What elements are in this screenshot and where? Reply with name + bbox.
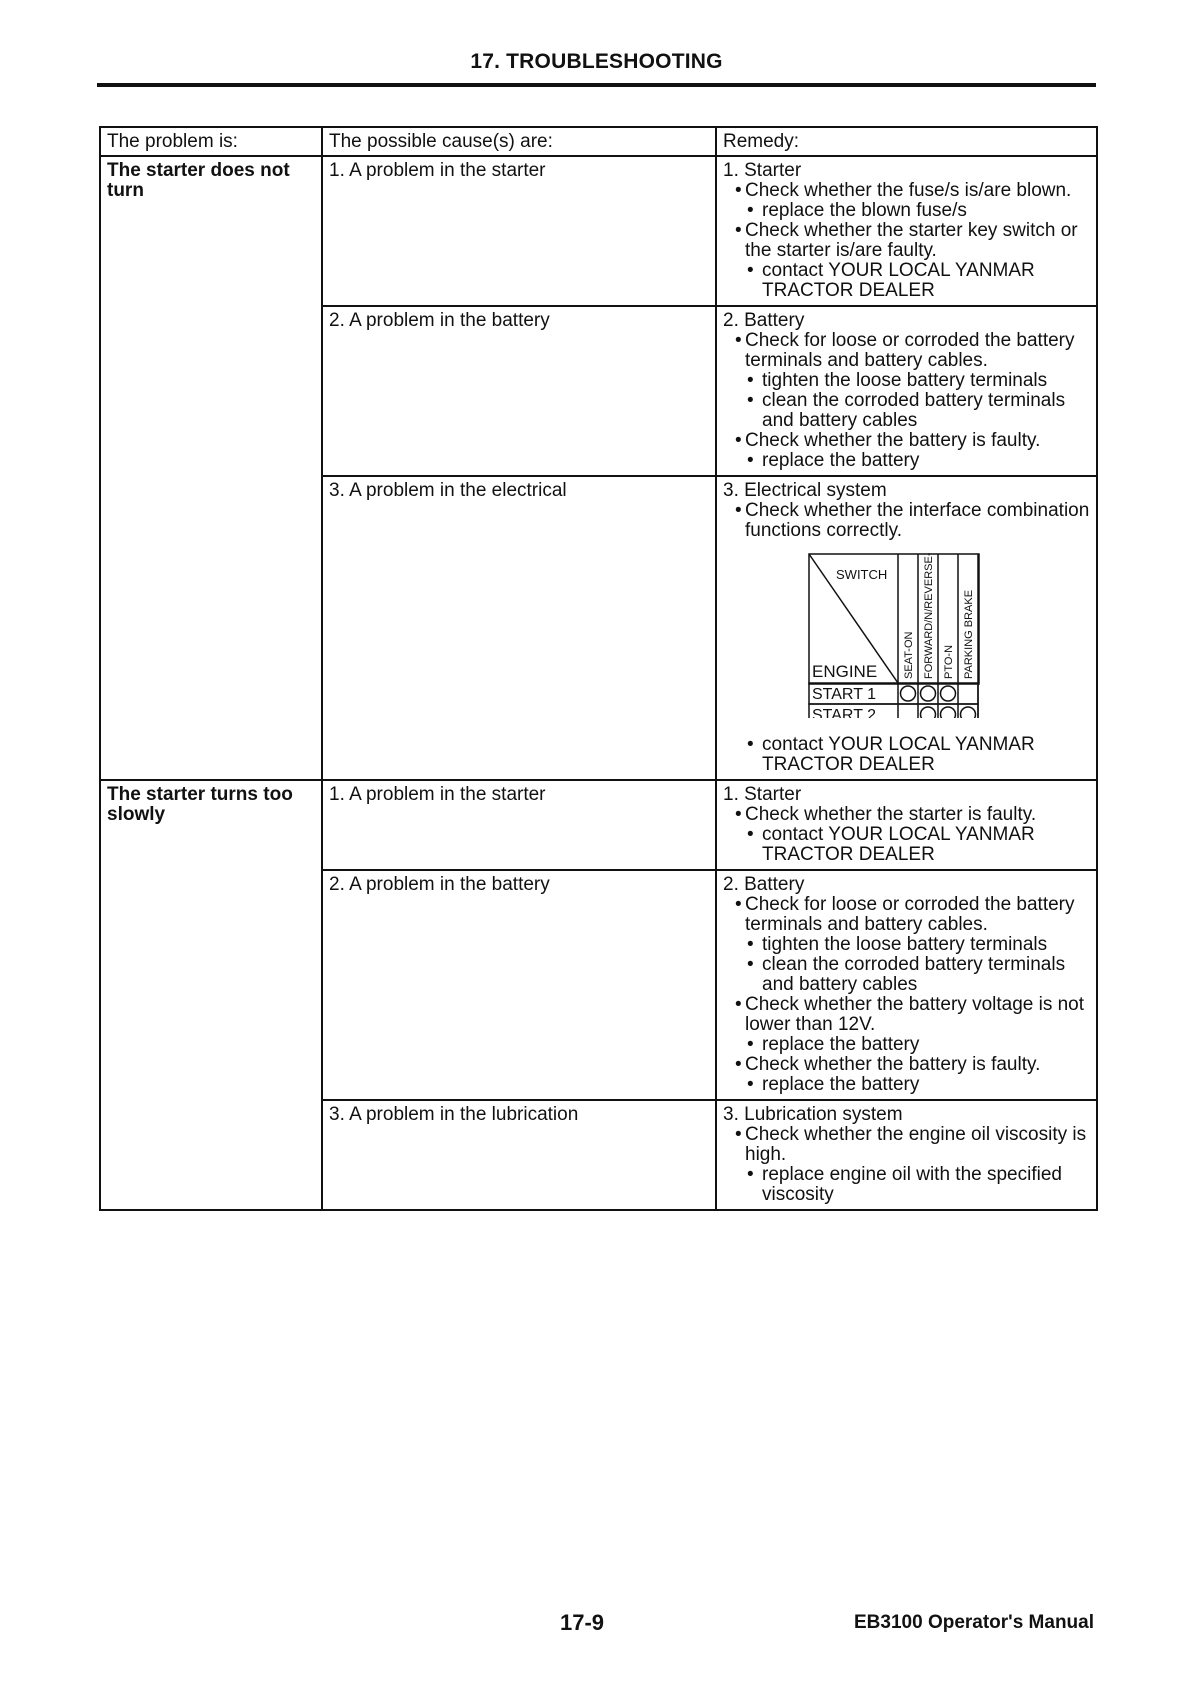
remedy-check: • Check for loose or corroded the battery terminals and battery cables.: [723, 331, 1090, 371]
remedy-action: • tighten the loose battery terminals: [723, 935, 1090, 955]
matrix-col-label: PTO-N: [943, 644, 955, 679]
remedy-check: • Check for loose or corroded the battery terminals and battery cables.: [723, 895, 1090, 935]
column-header-remedy: Remedy:: [716, 127, 1097, 156]
interlock-matrix-chart: [808, 553, 983, 718]
remedy-action: • replace the battery: [723, 1075, 1090, 1095]
matrix-mark-circle: [921, 707, 936, 718]
matrix-corner-engine: ENGINE: [812, 662, 878, 681]
manual-title: EB3100 Operator's Manual: [854, 1612, 1094, 1633]
problem-cell: The starter turns too slowly: [100, 780, 322, 1210]
remedy-title: 3. Lubrication system: [723, 1104, 903, 1125]
matrix-col-label: SEAT-ON: [903, 631, 915, 679]
header-rule: [97, 83, 1096, 87]
remedy-action: • replace the blown fuse/s: [723, 201, 1090, 221]
matrix-mark-circle: [921, 686, 936, 701]
matrix-mark-circle: [941, 686, 956, 701]
remedy-action: • clean the corroded battery terminals and battery cables: [723, 955, 1090, 995]
remedy-cell: [716, 476, 1097, 780]
cause-cell: 1. A problem in the starter: [322, 156, 716, 306]
table-row: [100, 780, 1097, 870]
remedy-title: 1. Starter: [723, 784, 802, 805]
matrix-mark-circle: [901, 686, 916, 701]
cause-cell: 2. A problem in the battery: [322, 306, 716, 476]
matrix-corner-switch: SWITCH: [836, 567, 888, 582]
cause-cell: 3. A problem in the lubrication: [322, 1100, 716, 1210]
remedy-check: • Check whether the engine oil viscosity is high.: [723, 1125, 1090, 1165]
remedy-check: • Check whether the battery voltage is not lower than 12V.: [723, 995, 1090, 1035]
remedy-action: • replace the battery: [723, 1035, 1090, 1055]
cause-cell: 2. A problem in the battery: [322, 870, 716, 1100]
remedy-title: 3. Electrical system: [723, 480, 887, 501]
remedy-check: • Check whether the interface combination functions correctly.: [723, 501, 1090, 541]
table-header-row: [100, 127, 1097, 156]
column-header-problem: The problem is:: [100, 127, 322, 156]
remedy-check: • Check whether the battery is faulty.: [723, 431, 1090, 451]
remedy-cell: [716, 156, 1097, 306]
troubleshooting-table: [99, 126, 1098, 1211]
page-number: 17-9: [560, 1610, 605, 1635]
remedy-title: 2. Battery: [723, 874, 805, 895]
matrix-col-label: FORWARD/N/REVERSE-N: [923, 553, 935, 679]
remedy-title: 1. Starter: [723, 160, 802, 181]
remedy-check: • Check whether the starter is faulty.: [723, 805, 1090, 825]
problem-cell: The starter does not turn: [100, 156, 322, 780]
remedy-check: • Check whether the starter key switch or the starter is/are faulty.: [723, 221, 1090, 261]
remedy-action: • contact YOUR LOCAL YANMAR TRACTOR DEALER: [723, 825, 1090, 865]
remedy-cell: [716, 306, 1097, 476]
table-row: [100, 156, 1097, 306]
remedy-action: • replace the battery: [723, 451, 1090, 471]
remedy-action: • clean the corroded battery terminals and battery cables: [723, 391, 1090, 431]
remedy-title: 2. Battery: [723, 310, 805, 331]
remedy-action: • contact YOUR LOCAL YANMAR TRACTOR DEALER: [723, 261, 1090, 301]
matrix-col-label: PARKING BRAKE: [963, 589, 975, 679]
interlock-matrix: [723, 541, 1090, 735]
cause-cell: 3. A problem in the electrical: [322, 476, 716, 780]
remedy-action: • tighten the loose battery terminals: [723, 371, 1090, 391]
matrix-row-label: START 1: [812, 686, 877, 703]
cause-cell: 1. A problem in the starter: [322, 780, 716, 870]
remedy-cell: [716, 870, 1097, 1100]
remedy-check: • Check whether the fuse/s is/are blown.: [723, 181, 1090, 201]
remedy-cell: [716, 1100, 1097, 1210]
remedy-action: • replace engine oil with the specified viscosity: [723, 1165, 1090, 1205]
remedy-cell: [716, 780, 1097, 870]
remedy-action: • contact YOUR LOCAL YANMAR TRACTOR DEALER: [723, 735, 1090, 775]
remedy-check: • Check whether the battery is faulty.: [723, 1055, 1090, 1075]
column-header-cause: The possible cause(s) are:: [322, 127, 716, 156]
matrix-row-label: START 2: [812, 707, 877, 718]
matrix-mark-circle: [961, 707, 976, 718]
matrix-mark-circle: [941, 707, 956, 718]
page-header: 17. TROUBLESHOOTING: [470, 50, 723, 73]
